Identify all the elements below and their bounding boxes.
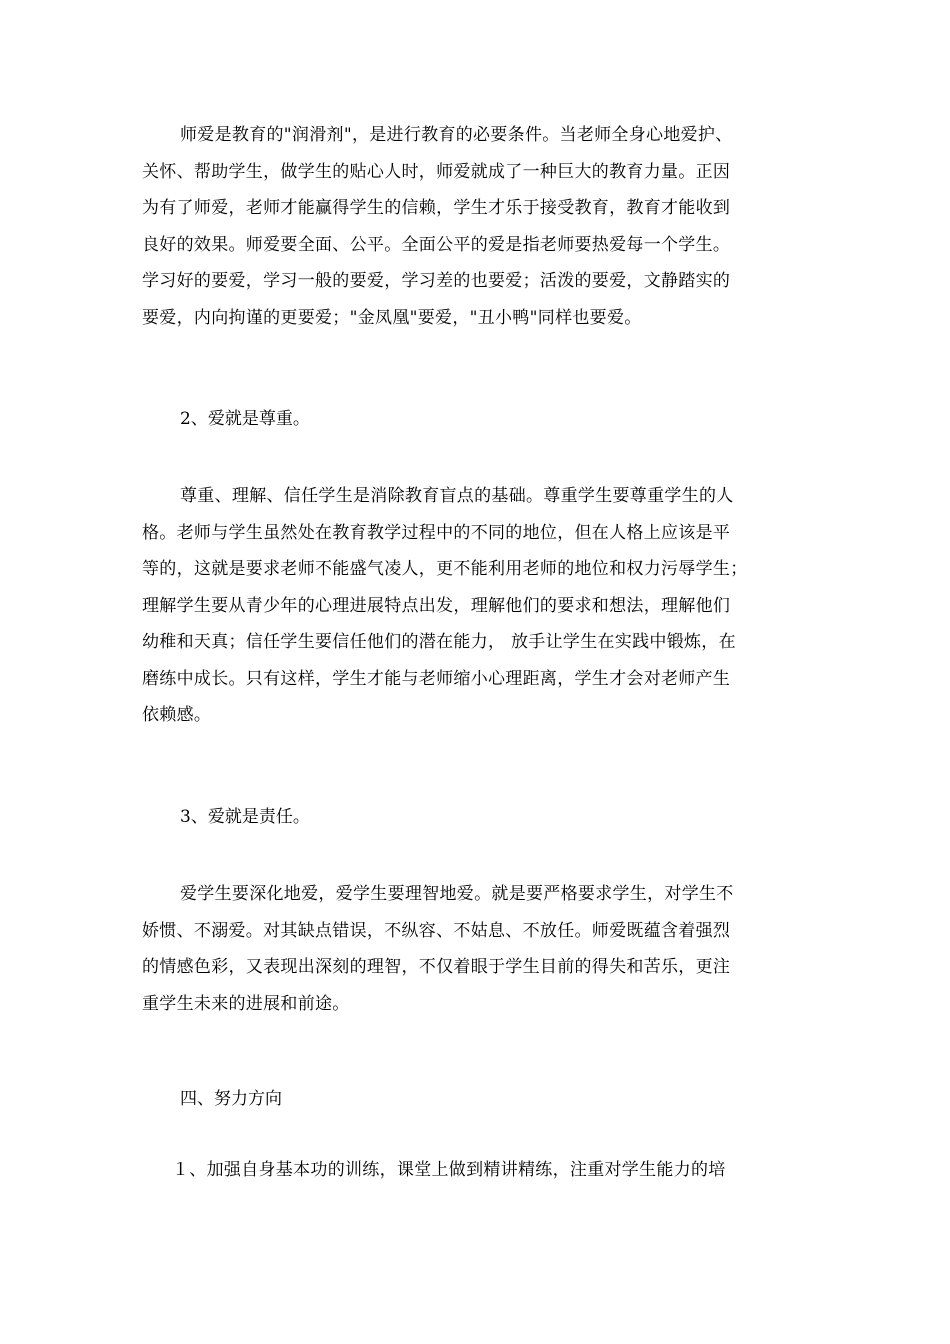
text-line: 重学生未来的进展和前途。 bbox=[142, 993, 350, 1014]
text-line: 磨练中成长。只有这样，学生才能与老师缩小心理距离，学生才会对老师产生 bbox=[142, 668, 731, 689]
text-line: １、加强自身基本功的训练，课堂上做到精讲精练，注重对学生能力的培 bbox=[172, 1160, 726, 1180]
text-line: 尊重、理解、信任学生是消除教育盲点的基础。尊重学生要尊重学生的人 bbox=[180, 486, 734, 506]
section-heading-responsibility: 3、爱就是责任。 bbox=[180, 807, 310, 827]
text-line: 娇惯、不溺爱。对其缺点错误，不纵容、不姑息、不放任。师爱既蕴含着强烈 bbox=[142, 920, 731, 941]
text-line: 师爱是教育的"润滑剂"，是进行教育的必要条件。当老师全身心地爱护、 bbox=[180, 125, 733, 145]
text-line: 为有了师爱，老师才能赢得学生的信赖，学生才乐于接受教育，教育才能收到 bbox=[142, 198, 731, 218]
text-line: 幼稚和天真；信任学生要信任他们的潜在能力， 放手让学生在实践中锻炼，在 bbox=[142, 632, 736, 652]
paragraph-teacher-love bbox=[142, 117, 802, 336]
paragraph-respect bbox=[142, 478, 802, 734]
text-line: 关怀、帮助学生，做学生的贴心人时，师爱就成了一种巨大的教育力量。正因 bbox=[142, 161, 731, 182]
text-line: 格。老师与学生虽然处在教育教学过程中的不同的地位，但在人格上应该是平 bbox=[142, 522, 731, 543]
text-line: 等的，这就是要求老师不能盛气凌人，更不能利用老师的地位和权力污辱学生； bbox=[142, 559, 748, 579]
text-line: 要爱，内向拘谨的更要爱；"金凤凰"要爱，"丑小鸭"同样也要爱。 bbox=[142, 307, 642, 328]
section-heading-direction: 四、努力方向 bbox=[180, 1089, 282, 1109]
text-line: 良好的效果。师爱要全面、公平。全面公平的爱是指老师要热爱每一个学生。 bbox=[142, 234, 731, 255]
text-line: 的情感色彩，又表现出深刻的理智，不仅着眼于学生目前的得失和苦乐，更注 bbox=[142, 957, 731, 977]
text-line: 爱学生要深化地爱，爱学生要理智地爱。就是要严格要求学生，对学生不 bbox=[180, 884, 734, 904]
text-line: 学习好的要爱，学习一般的要爱，学习差的也要爱；活泼的要爱，文静踏实的 bbox=[142, 271, 731, 291]
paragraph-direction bbox=[142, 1152, 802, 1189]
paragraph-responsibility bbox=[142, 876, 802, 1022]
text-line: 理解学生要从青少年的心理进展特点出发，理解他们的要求和想法，理解他们 bbox=[142, 595, 731, 616]
section-heading-respect: 2、爱就是尊重。 bbox=[180, 409, 310, 429]
text-line: 依赖感。 bbox=[142, 705, 212, 725]
